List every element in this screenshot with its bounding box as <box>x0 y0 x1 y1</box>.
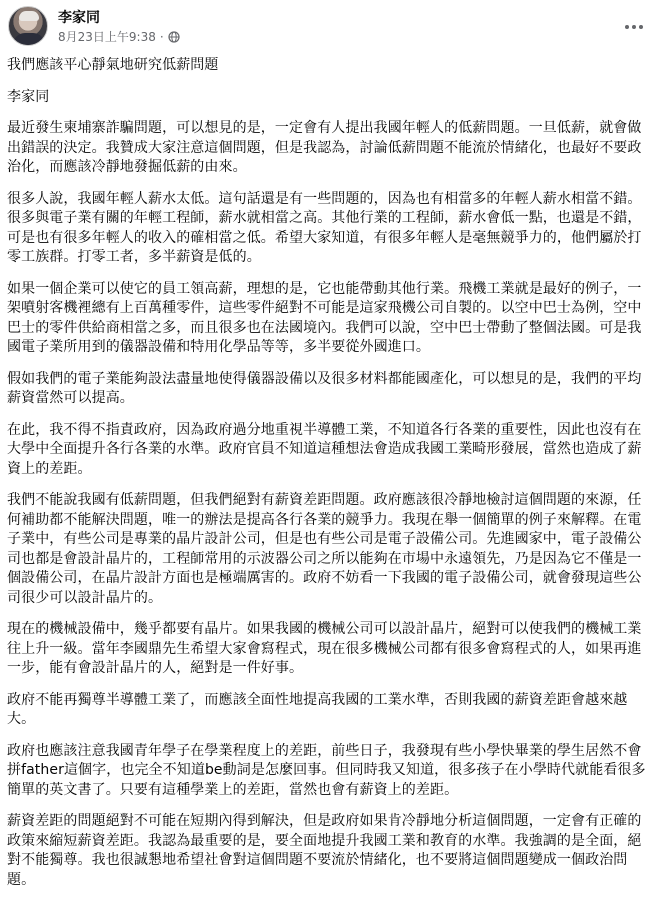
post-paragraph: 在此，我不得不指責政府，因為政府過分地重視半導體工業，不知道各行各業的重要性，因此也沒有在大學中全面提升各行各業的水準。政府官員不知道這種想法會造成我國工業畸形發展，當然也造成了薪資上的差距。 <box>7 421 642 477</box>
post-title: 我們應該平心靜氣地研究低薪問題 <box>7 57 219 73</box>
post-body <box>7 56 655 902</box>
post-paragraph: 政府也應該注意我國青年學子在學業程度上的差距，前些日子，我發現有些小學快畢業的學生居然不會拼father這個字，也完全不知道be動詞是怎麼回事。但同時我又知道，很多孩子在小學時代就能看很多簡單的英文書了。只要有這種學業上的差距，當然也會有薪資上的差距。 <box>7 742 646 798</box>
post-header <box>0 0 662 50</box>
more-options-button[interactable] <box>616 6 652 42</box>
post-timestamp[interactable]: 8月23日上午9:38 <box>58 30 156 44</box>
author-name[interactable]: 李家同 <box>58 10 100 26</box>
meta-separator: · <box>159 29 164 44</box>
post-paragraph: 很多人說，我國年輕人薪水太低。這句話還是有一些問題的，因為也有相當多的年輕人薪水相當不錯。很多與電子業有關的年輕工程師，薪水就相當之高。其他行業的工程師，薪水會低一點，也還是不錯，可是也有很多年輕人的收入的確相當之低。希望大家知道，有很多年輕人是毫無競爭力的，他們屬於打零工族群。打零工者，多半薪資是低的。 <box>7 190 642 265</box>
more-horizontal-icon <box>624 15 644 34</box>
post-paragraph: 我們不能說我國有低薪問題，但我們絕對有薪資差距問題。政府應該很冷靜地檢討這個問題的來源，任何補助都不能解決問題，唯一的辦法是提高各行各業的競爭力。我現在舉一個簡單的例子來解釋。在電子業中，有些公司是專業的晶片設計公司，但是也有些公司是電子設備公司。先進國家中，電子設備公司也都是會設計晶片的，工程師常用的示波器公司之所以能夠在市場中永遠領先，乃是因為它不僅是一個設備公司，在晶片設計方面也是極端厲害的。政府不妨看一下我國的電子設備公司，就會發現這些公司很少可以設計晶片的。 <box>7 492 642 606</box>
avatar-hair <box>19 11 39 21</box>
post-paragraph: 如果一個企業可以使它的員工領高薪，理想的是，它也能帶動其他行業。飛機工業就是最好的例子，一架噴射客機裡總有上百萬種零件，這些零件絕對不可能是這家飛機公司自製的。以空中巴士為例，空中巴士的零件供給商相當之多，而且很多也在法國境內。我們可以說，空中巴士帶動了整個法國。可是我國電子業所用到的儀器設備和特用化學品等等，多半要從外國進口。 <box>7 280 642 355</box>
post-meta <box>58 28 180 45</box>
post-paragraph: 最近發生柬埔寨詐騙問題，可以想見的是，一定會有人提出我國年輕人的低薪問題。一旦低薪，就會做出錯誤的決定。我贊成大家注意這個問題，但是我認為，討論低薪問題不能流於情緒化，也最好不要政治化，而應該冷靜地發掘低薪的由來。 <box>7 120 642 175</box>
post-paragraph: 現在的機械設備中，幾乎都要有晶片。如果我國的機械公司可以設計晶片，絕對可以使我們的機械工業往上升一級。當年李國鼎先生希望大家會寫程式，現在很多機械公司都有很多會寫程式的人，如果再進一步，能有會設計晶片的人，絕對是一件好事。 <box>7 621 642 676</box>
post-byline: 李家同 <box>7 88 50 105</box>
post-paragraph: 政府不能再獨尊半導體工業了，而應該全面性地提高我國的工業水準，否則我國的薪資差距會越來越大。 <box>7 691 628 727</box>
avatar[interactable] <box>8 6 48 46</box>
avatar-suit <box>13 33 45 46</box>
post-paragraph: 假如我們的電子業能夠設法盡量地使得儀器設備以及很多材料都能國產化，可以想見的是，我們的平均薪資當然可以提高。 <box>7 370 642 406</box>
post-paragraph: 薪資差距的問題絕對不可能在短期內得到解決，但是政府如果肯冷靜地分析這個問題，一定會有正確的政策來縮短薪資差距。我認為最重要的是，要全面地提升我國工業和教育的水準。我強調的是全面，絕對不能獨尊。我也很誠懇地希望社會對這個問題不要流於情緒化，也不要將這個問題變成一個政治問題。 <box>7 813 642 888</box>
globe-icon[interactable] <box>168 31 180 43</box>
